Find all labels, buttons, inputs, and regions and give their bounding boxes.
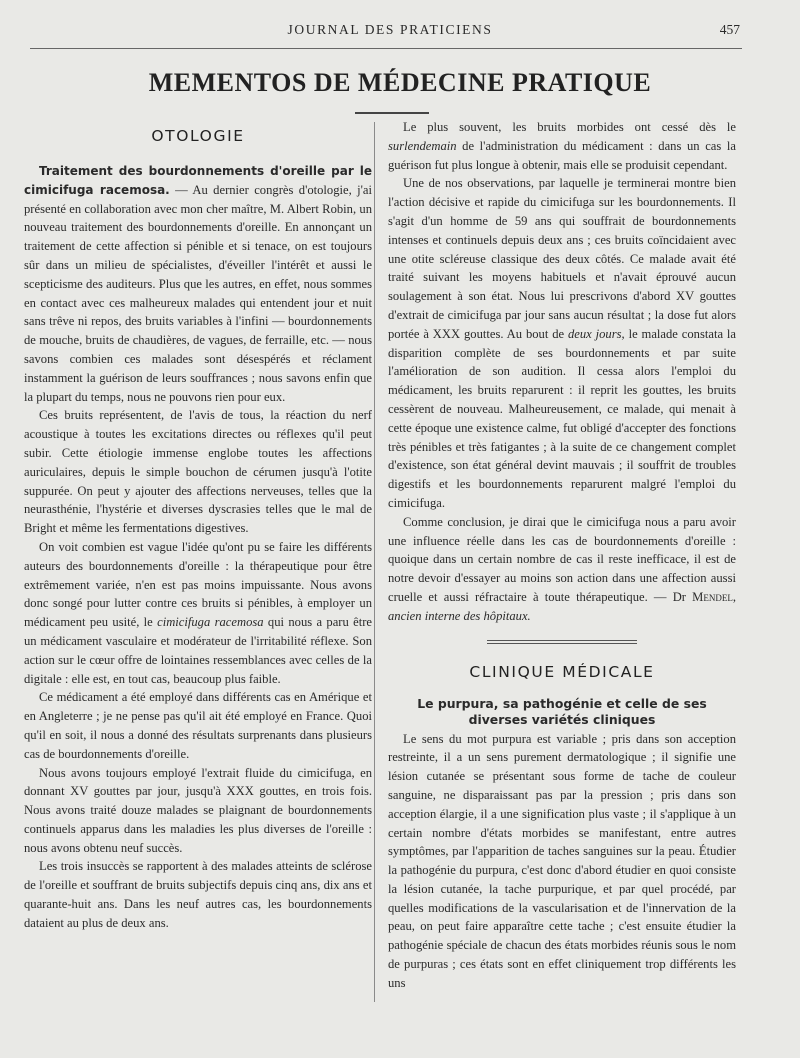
author-signature: Dr Mendel, ancien interne des hôpitaux. bbox=[388, 589, 736, 623]
italic-term: deux jours, bbox=[567, 326, 625, 341]
page-number: 457 bbox=[719, 22, 740, 37]
article-title-purpura: Le purpura, sa pathogénie et celle de ses diverses variétés cliniques bbox=[417, 695, 707, 727]
otologie-paragraph-6: Les trois insuccès se rapportent à des malades atteints de sclérose de l'oreille et souffrant de bruits subjectifs depuis cinq ans, dix ans et quarante-huit ans. Dans les neuf autres cas, les bourdonnements dataient au plus de deux ans. bbox=[24, 859, 372, 930]
otologie-paragraph-4: Ce médicament a été employé dans différents cas en Amérique et en Angleterre ; je ne pense pas qu'il ait été employé en France. Quoi qu'il en soit, il nous a donné des résultats surprenants dans plusieurs cas de bourdonnements d'oreille. bbox=[24, 690, 372, 761]
article-title-bourdonnements: Traitement des bourdonnements d'oreille par le cimicifuga racemosa. bbox=[24, 164, 372, 197]
otologie-paragraph-5: Nous avons toujours employé l'extrait fluide du cimicifuga, en donnant XV gouttes par jour, jusqu'à XXX gouttes, en trois fois. Nous avons traité douze malades se plaignant de bourdonnements continuels apparus dans les maladies les plus diverses de l'oreille : nous avons obtenu neuf succès. bbox=[24, 765, 372, 855]
section-title-clinique: CLINIQUE MÉDICALE bbox=[469, 662, 655, 681]
otologie-paragraph-7: Le plus souvent, les bruits morbides ont cessé dès le surlendemain de l'administration du médicament : dans un cas la guérison fut plus longue à obtenir, mais elle se produisit cependant. bbox=[388, 120, 736, 172]
header-rule bbox=[30, 48, 742, 49]
left-column bbox=[24, 118, 372, 933]
section-title-otologie: OTOLOGIE bbox=[151, 127, 245, 145]
otologie-paragraph-8: Une de nos observations, par laquelle je terminerai montre bien l'action décisive et rapide du cimicifuga sur les bourdonnements. Il s'agit d'un homme de 59 ans qui souffrait de bourdonnements intenses et continuels depuis deux ans ; ces bruits coïncidaient avec une otite scléreuse classique des deux côtés. Ce malade avait été traité suivant les moyens habituels et n'avait éprouvé aucun soulagement à son état. Nous lui prescrivons d'abord XV gouttes d'extrait de cimicifuga par jour sans aucun résultat ; la dose fut alors portée à XXX gouttes. Au bout de deux jours, le malade constata la disparition complète de ses bourdonnements et par suite l'amélioration de son audition. Il cessa alors l'emploi du médicament, les bruits reparurent : il reprit les gouttes, les bruits cessèrent de nouveau. Malheureusement, ce malade, qui menait à cette époque une existence calme, fut obligé d'accepter des fonctions très pénibles et très fatigantes ; à la suite de ce changement complet d'existence, son état général devint mauvais ; il souffrit de troubles digestifs et les bourdonnements reparurent malgré l'emploi du cimicifuga. bbox=[388, 176, 736, 510]
otologie-paragraph-3: On voit combien est vague l'idée qu'ont pu se faire les différents auteurs des bourdonnements d'oreille : la thérapeutique pour être extrêmement variée, n'en est pas moins impuissante. Nous avons donc songé pour lutter contre ces bruits si pénibles, à employer un médicament peu usité, le cimicifuga racemosa qui nous a paru être un médicament vasculaire et modérateur de l'irritabilité réflexe. Son action sur le cœur offre de lointaines ressemblances avec celles de la digitale : elle est, en tout cas, beaucoup plus faible. bbox=[24, 539, 372, 686]
otologie-paragraph-1: Traitement des bourdonnements d'oreille par le cimicifuga racemosa. — Au dernier congrès d'otologie, j'ai présenté en collaboration avec mon cher maître, M. Albert Robin, un nouveau traitement des bourdonnements d'oreille. En annonçant un traitement de cette affection si pénible et si tenace, on est toujours sûr dans un milieu de spécialistes, d'éveiller l'intérêt et aussi le scepticisme des auditeurs. Plus que les autres, en effet, nous sommes en contact avec ces malheureux malades qui entendent jour et nuit sans trêve ni repos, des bruits variables à l'infini — bourdonnements de mouche, bruits de chaudières, de vagues, de ferraille, etc. — nous savons combien ces malades sont désespérés et réclament instamment la guérison de leurs souffrances ; nous savons enfin que la plupart du temps, nous ne pouvons rien pour eux. bbox=[24, 164, 372, 404]
clinique-paragraph-1: Le sens du mot purpura est variable ; pris dans son acception restreinte, il a un sens purement dermatologique ; il signifie une lésion cutanée se présentant sous forme de tache de couleur sanguine, ne disparaissant pas par la pression ; pris dans son acception élargie, il a une signification plus vaste ; il s'applique à un certain nombre d'états morbides se manifestant, entre autres symptômes, par l'apparition de taches sanguines sur la peau. Étudier la pathogénie du purpura, c'est donc d'abord étudier en quoi consiste la lésion cutanée, la tache purpurique, et par quel procédé, par quelles modifications de la vascularisation et de l'innervation de la peau, on peut faire apparaître cette tache ; c'est ensuite étudier la pathogénie spéciale de chacun des états morbides réunis sous le nom de purpuras ; ces états sont en effet cliniquement trop différents les uns bbox=[388, 731, 736, 990]
page-title: MEMENTOS DE MÉDECINE PRATIQUE bbox=[148, 68, 652, 97]
italic-term: surlendemain bbox=[388, 138, 457, 153]
right-column bbox=[388, 118, 736, 993]
otologie-paragraph-2: Ces bruits représentent, de l'avis de tous, la réaction du nerf acoustique à toutes les excitations directes ou réflexes qu'il peut subir. Cette étiologie immense englobe toutes les affections auriculaires, depuis le simple bouchon de cérumen jusqu'à l'otite suppurée. On peut y ajouter des affections nerveuses, telles que la neurasthénie, l'hystérie et diverses dyscrasies telles que le mal de Bright et même les fermentations digestives. bbox=[24, 408, 372, 536]
journal-name: JOURNAL DES PRATICIENS bbox=[287, 22, 493, 37]
running-head bbox=[40, 22, 740, 42]
otologie-paragraph-9: Comme conclusion, je dirai que le cimicifuga nous a paru avoir une influence réelle dans les cas de bourdonnements d'oreille : quoique dans un certain nombre de cas il reste inefficace, il est de notre devoir d'essayer au moins son action dans une affection aussi cruelle et aussi réfractaire à toute thérapeutique. — Dr Mendel, ancien interne des hôpitaux. bbox=[388, 514, 736, 623]
column-divider bbox=[374, 122, 375, 1002]
italic-term: cimicifuga racemosa bbox=[157, 615, 264, 630]
section-separator bbox=[487, 640, 637, 644]
title-rule bbox=[355, 112, 429, 114]
